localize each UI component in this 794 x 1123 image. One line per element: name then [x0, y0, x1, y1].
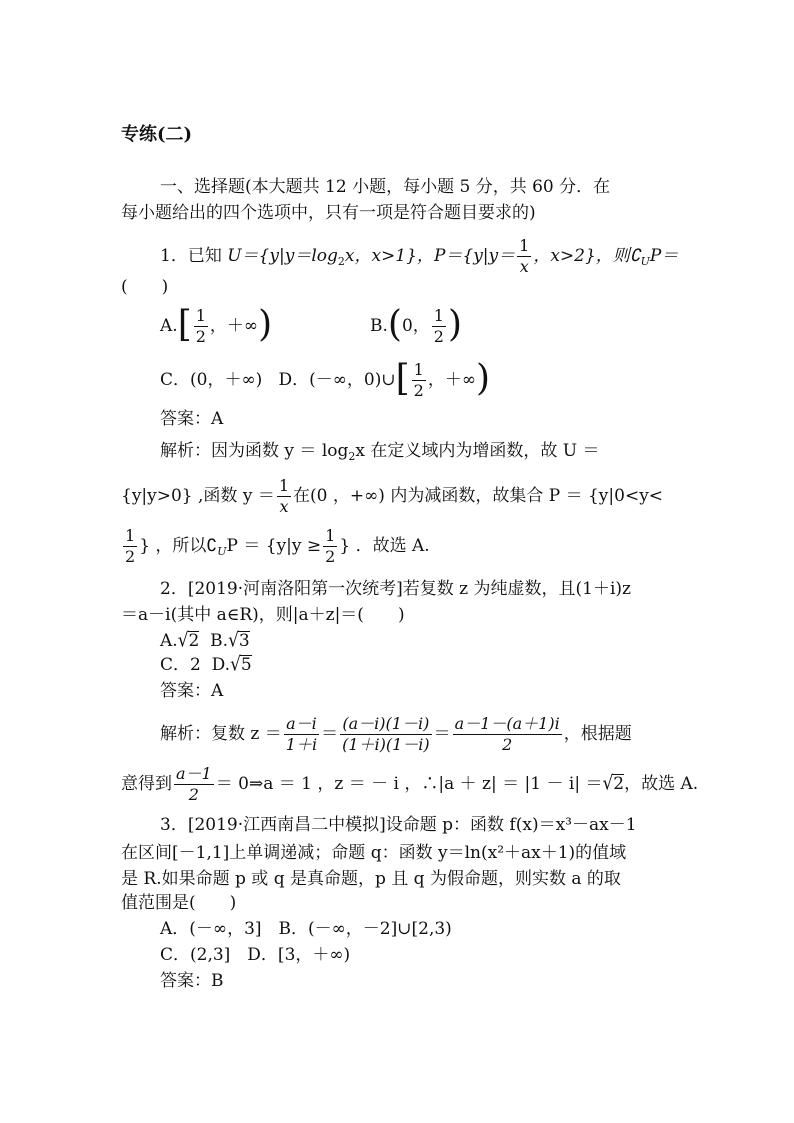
q1-option-d-num: 1: [413, 360, 424, 379]
q1-analysis-frac-num: 1: [278, 476, 290, 495]
q3-stem-line1: 3．[2019·江西南昌二中模拟]设命题 p：函数 f(x)＝x³－ax－1: [160, 815, 637, 835]
q1-log-base: 2: [337, 255, 345, 268]
q3-answer: 答案：B: [160, 971, 224, 991]
q1-option-a-den: 2: [195, 327, 206, 346]
q1-option-d-frac: [412, 362, 426, 399]
q1-answer-blank: ( ): [121, 277, 169, 297]
q1-option-c: C．(0，＋∞): [160, 370, 263, 390]
q1-option-b-label: B.: [370, 316, 388, 336]
q1-option-d-den: 2: [413, 381, 424, 400]
q2-option-d-radical: √: [230, 653, 241, 677]
q2-option-a-label: A.: [160, 631, 178, 651]
q1-option-b-rparen: ): [447, 303, 463, 345]
q1-analysis-1b: x 在定义域内为增函数，故 U ＝: [355, 441, 600, 461]
q2-analysis-frac3-num: a－1－(a＋1)i: [454, 714, 560, 733]
q1-set-p: P＝{y|y＝: [433, 246, 516, 266]
q1-option-a-rparen: ): [258, 303, 273, 345]
q1-analysis-line1: [160, 440, 600, 464]
q3-option-cd: C．(2,3] D．[3，＋∞): [160, 945, 351, 965]
q2-option-a-value: 2: [188, 631, 200, 651]
q1-analysis-log-base: 2: [348, 450, 356, 463]
q1-option-d-rparen: ): [476, 357, 491, 399]
q2-analysis-1b: ，根据题: [563, 724, 632, 744]
q1-fraction: [517, 238, 531, 275]
q2-option-cd: [160, 654, 252, 676]
q1-analysis-half-b: [323, 528, 337, 565]
q1-stem-end: P＝: [649, 246, 679, 266]
q3-option-ab: A．(－∞，3] B．(－∞，－2]∪[2,3): [160, 919, 452, 939]
q2-stem-line1: 2．[2019·河南洛阳第一次统考]若复数 z 为纯虚数，且(1＋i)z: [160, 579, 631, 599]
section-heading-line2: 每小题给出的四个选项中，只有一项是符合题目要求的): [121, 203, 536, 223]
q2-analysis-frac3-den: 2: [502, 735, 513, 754]
q1-analysis-half-b-den: 2: [325, 547, 336, 566]
q2-option-c: C．2: [160, 655, 201, 675]
q2-answer: 答案：A: [160, 681, 224, 701]
q2-analysis-frac1-den: 1＋i: [285, 735, 318, 754]
q1-analysis-half-b-num: 1: [325, 526, 336, 545]
q1-analysis-frac: [277, 478, 291, 515]
q3-stem-line4: 值范围是( ): [121, 893, 237, 913]
q2-option-b-label: B.: [210, 631, 229, 651]
q1-answer: 答案：A: [160, 409, 224, 429]
q2-analysis-frac2-den: (1＋i)(1－i): [342, 735, 430, 754]
q3-stem-line2: 在区间[－1,1]上单调递减；命题 q：函数 y＝ln(x²＋ax＋1)的值域: [121, 843, 627, 863]
q2-option-b-value: 3: [238, 631, 250, 651]
q1-analysis-3b: P ＝ {y|y ≥: [226, 536, 322, 556]
q1-frac-den: x: [519, 257, 529, 276]
q1-analysis-3a: } ，所以∁: [139, 536, 218, 556]
q2-analysis-sqrt2: 2: [613, 774, 625, 794]
q2-analysis-2b: ＝ 0⇒a ＝ 1 ，z ＝ － i ，∴|a ＋ z| ＝ |1 － i| ＝: [215, 774, 603, 794]
q2-analysis-frac1: [284, 716, 319, 753]
q1-analysis-frac-den: x: [279, 497, 289, 516]
q2-analysis-2a: 意得到: [121, 774, 172, 794]
q1-option-d-label: D．(－∞，0)∪: [278, 370, 396, 390]
q1-analysis-1a: 解析：因为函数 y ＝ log: [160, 441, 349, 461]
q1-analysis-u: U: [217, 545, 227, 558]
page-title: 专练(二): [121, 124, 193, 145]
q1-analysis-3c: } ．故选 A.: [339, 536, 430, 556]
q1-set-u: U＝{y|y＝log: [227, 246, 338, 266]
q1-option-a-num: 1: [195, 306, 206, 325]
q2-analysis-frac4-den: 2: [188, 785, 199, 804]
q1-analysis-line2: [121, 478, 663, 515]
q2-analysis-line2: [121, 766, 698, 803]
q1-analysis-half-a-num: 1: [125, 526, 136, 545]
q1-option-a: [160, 303, 273, 346]
q1-option-cd: [160, 357, 491, 400]
q1-complement-sub: U: [640, 255, 650, 268]
q2-option-ab: [160, 630, 250, 652]
q1-option-b-body: 0，: [401, 316, 430, 336]
q1-option-a-label: A.: [160, 316, 178, 336]
q1-option-a-lbracket: [: [177, 303, 192, 345]
q2-analysis-2c: ，故选 A.: [624, 774, 699, 794]
q2-option-a-radical: √: [177, 629, 189, 653]
q2-analysis-frac1-num: a－i: [284, 716, 319, 735]
q1-option-a-tail: ，＋∞: [209, 316, 259, 336]
q2-analysis-line1: 解析：复数 z ＝ $\frac{a-i}{1+i}$ ＝ $\frac{(a-i)(1-i)}{(1+i)(1-i)}$ ＝ $\frac{a-1-(a+1)i}{2}$ ，根据题: [160, 714, 632, 754]
q2-analysis-frac4: [174, 766, 214, 803]
q3-stem-line3: 是 R.如果命题 p 或 q 是真命题，p 且 q 为假命题，则实数 a 的取: [121, 869, 621, 889]
q1-option-b-lparen: (: [387, 303, 402, 345]
q2-analysis-1a: 解析：复数 z ＝: [160, 724, 282, 744]
q2-option-b-radical: √: [228, 629, 239, 653]
q1-number: 1．已知: [160, 246, 228, 266]
q1-analysis-line3: [121, 528, 430, 565]
q1-frac-num: 1: [519, 236, 530, 255]
q1-set-u-tail: x，x>1}，: [344, 246, 434, 266]
q1-analysis-2b: 在(0 ，+∞) 内为减函数，故集合 P ＝ {y|0<y<: [293, 486, 664, 506]
q2-analysis-frac4-num: a－1: [176, 764, 212, 783]
q1-option-b: [370, 303, 463, 346]
q2-analysis-frac2: [340, 716, 432, 753]
q2-analysis-frac2-num: (a－i)(1－i): [340, 716, 432, 735]
q1-analysis-2a: {y|y>0} ,函数 y ＝: [121, 486, 275, 506]
q2-stem-line2: ＝a－i(其中 a∈R)，则|a＋z|＝( ): [121, 605, 405, 625]
q1-option-a-frac: [194, 308, 208, 345]
q1-stem: [160, 238, 678, 275]
q1-option-b-frac: [432, 308, 446, 345]
q1-analysis-half-a-den: 2: [125, 547, 136, 566]
q2-option-d-label: D.: [211, 655, 231, 675]
section-heading-line1: 一、选择题(本大题共 12 小题，每小题 5 分，共 60 分．在: [160, 177, 611, 197]
q1-option-d-lbracket: [: [395, 357, 410, 399]
q1-option-b-num: 1: [433, 306, 444, 325]
q1-option-d-tail: ，＋∞: [427, 370, 476, 390]
q2-analysis-radical: √: [602, 772, 614, 796]
q2-option-d-value: 5: [240, 655, 252, 675]
q2-analysis-frac3: [453, 716, 562, 753]
q1-option-b-den: 2: [433, 327, 444, 346]
q1-analysis-half-a: [123, 528, 137, 565]
q1-set-p-tail: ，x>2}，则∁: [533, 246, 641, 266]
